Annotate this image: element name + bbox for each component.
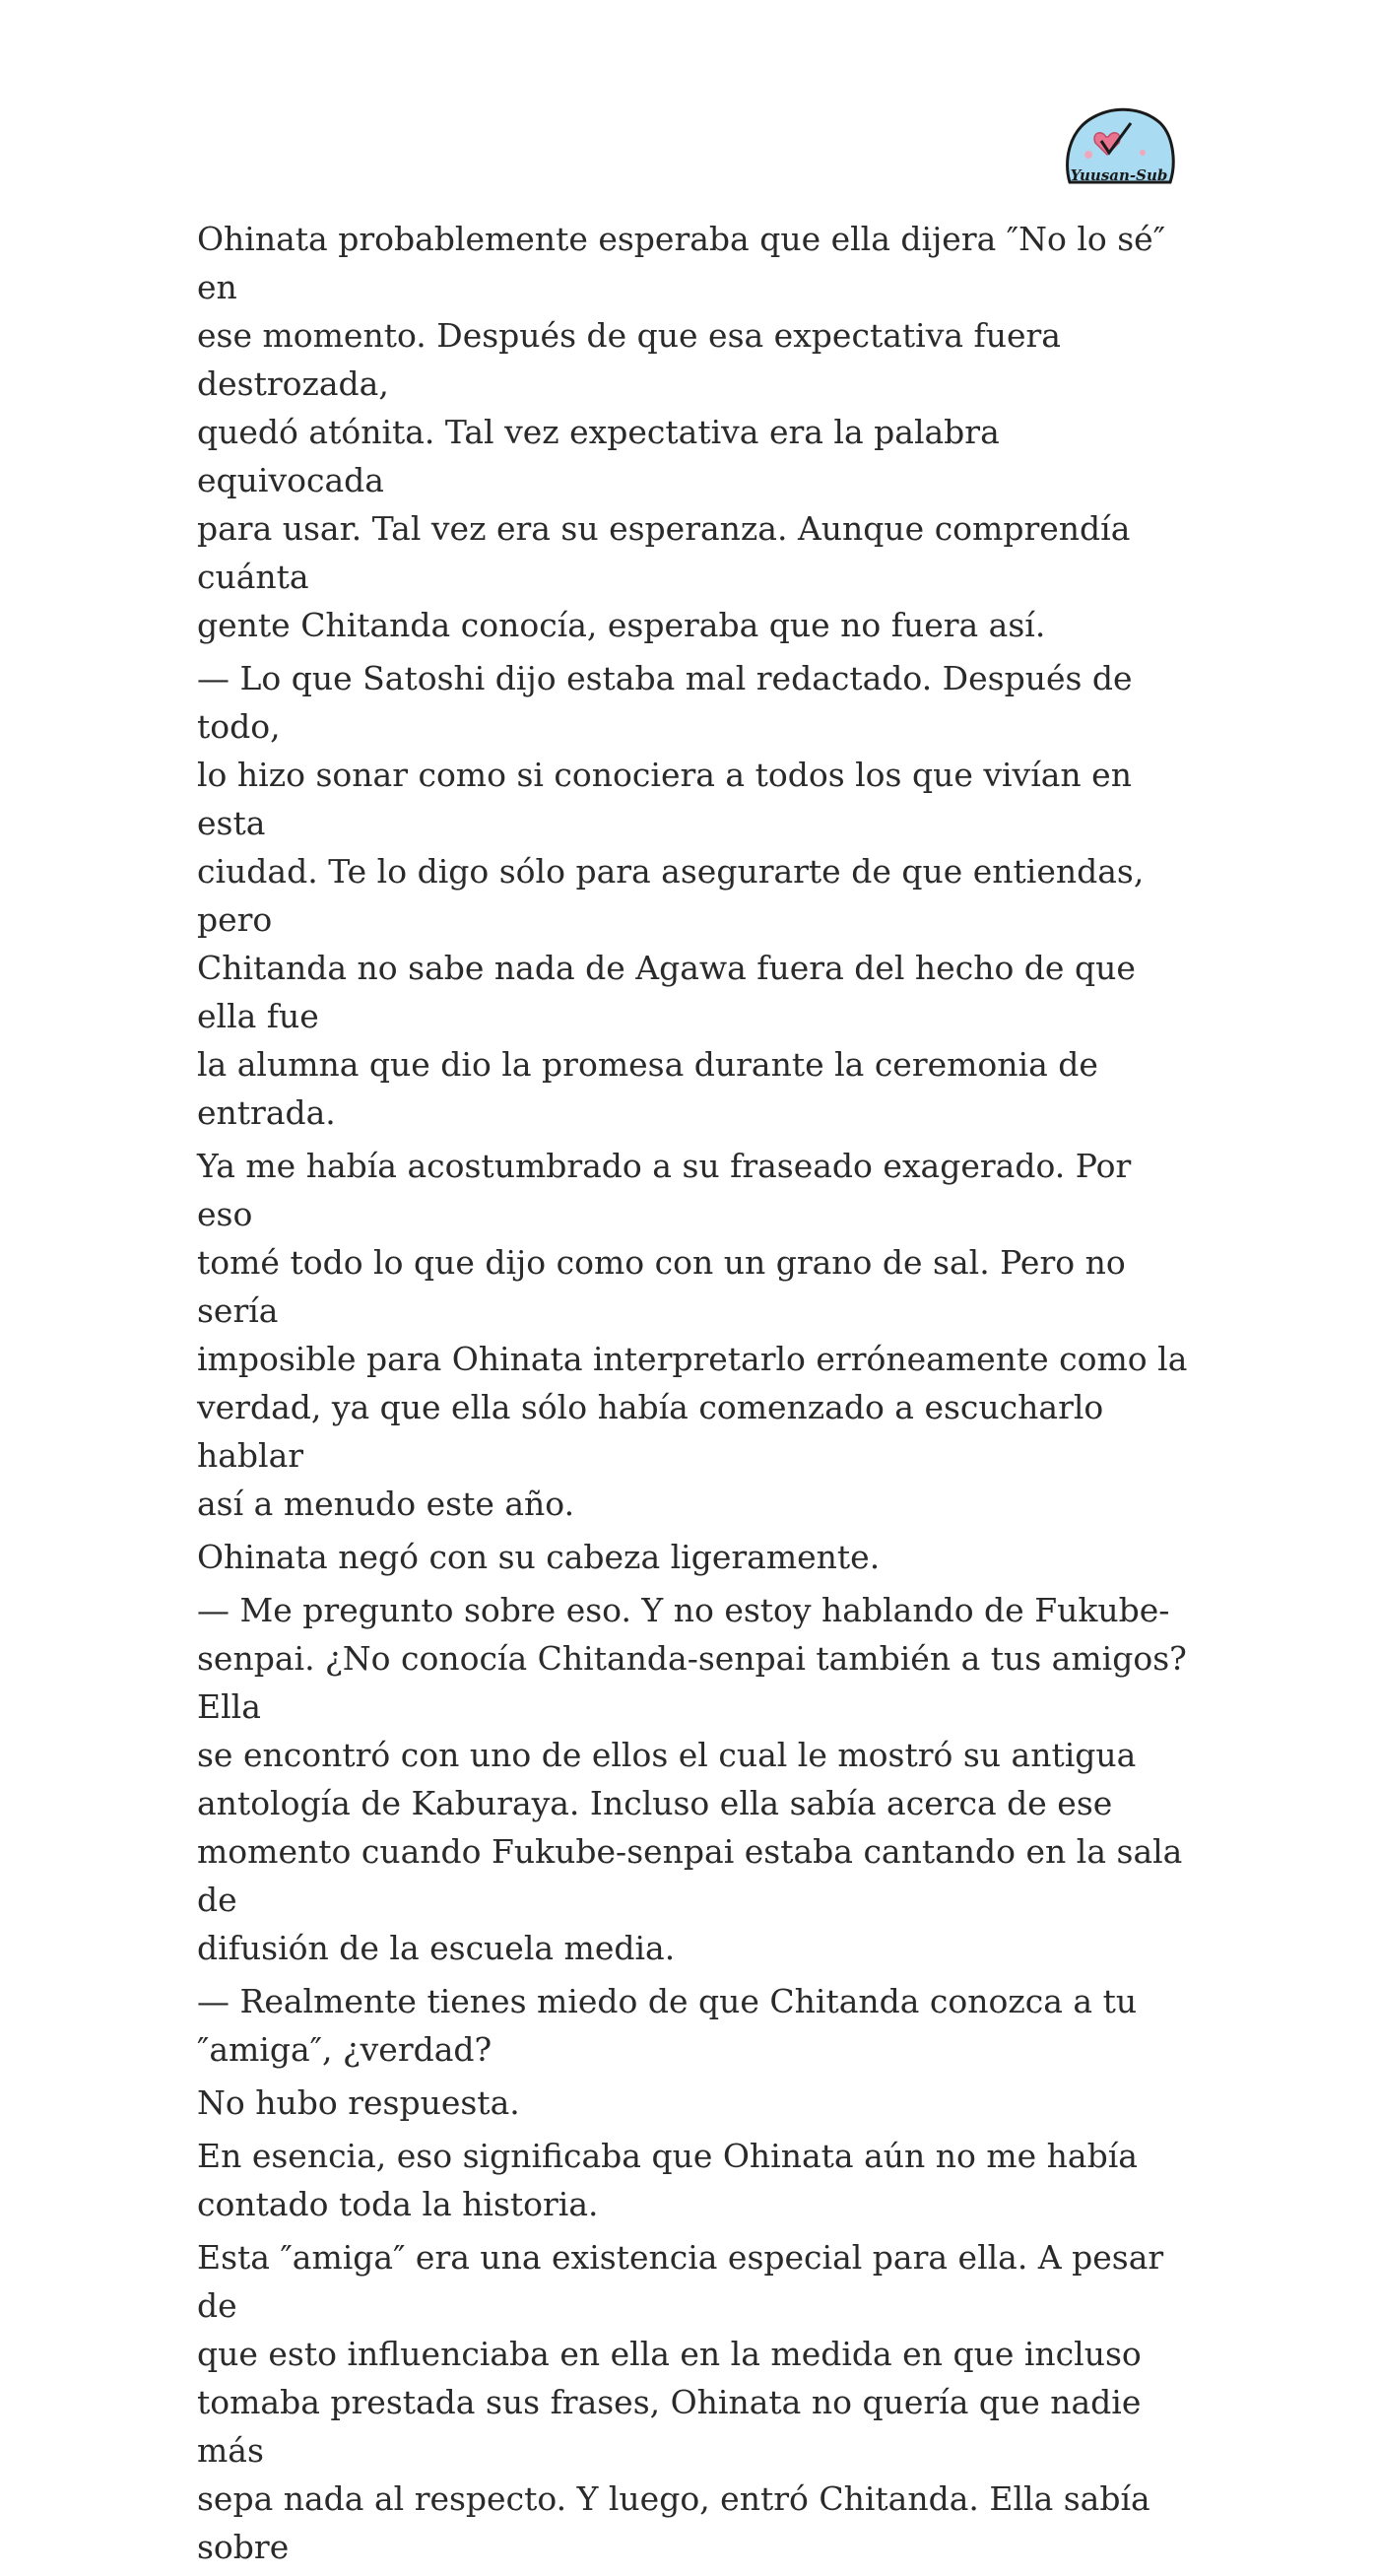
body-text xyxy=(197,215,1192,2576)
paragraph: No hubo respuesta. xyxy=(197,2083,520,2122)
logo-text: Yuusan-Sub xyxy=(1070,166,1168,184)
translator-logo xyxy=(1062,103,1178,194)
paragraph: En esencia, eso significaba que Ohinata aún no me había contado toda la historia. xyxy=(197,2137,1138,2223)
heart-check-icon xyxy=(1062,103,1178,194)
paragraph: — Lo que Satoshi dijo estaba mal redactado. Después de todo, lo hizo sonar como si conociera a todos los que vivían en esta ciudad. Te lo digo sólo para asegurarte de que entiendas, pero Chitanda no sabe nada de Agawa fuera del hecho de que ella fue la alumna que dio la promesa durante la ceremonia de entrada. xyxy=(197,659,1145,1132)
paragraph: Ohinata negó con su cabeza ligeramente. xyxy=(197,1538,881,1576)
paragraph: Ohinata probablemente esperaba que ella dijera ″No lo sé″ en ese momento. Después de que esa expectativa fuera destrozada, quedó atónita. Tal vez expectativa era la palabra equivocada para usar. Tal vez era su esperanza. Aunque comprendía cuánta gente Chitanda conocía, esperaba que no fuera así. xyxy=(197,220,1166,644)
paragraph: Esta ″amiga″ era una existencia especial para ella. A pesar de que esto influenciaba en ella en la medida en que incluso tomaba prestada sus frases, Ohinata no quería que nadie más sepa nada al respecto. Y luego, entró Chitanda. Ella sabía sobre xyxy=(197,2238,1164,2566)
paragraph: Ya me había acostumbrado a su fraseado exagerado. Por eso tomé todo lo que dijo como con un grano de sal. Pero no sería imposible para Ohinata interpretarlo erróneamente como la verdad, ya que ella sólo había comenzado a escucharlo hablar así a menudo este año. xyxy=(197,1147,1188,1523)
paragraph: — Me pregunto sobre eso. Y no estoy hablando de Fukube- senpai. ¿No conocía Chitanda-senpai también a tus amigos? Ella se encontró con uno de ellos el cual le mostró su antigua antología de Kaburaya. Incluso ella sabía acerca de ese momento cuando Fukube-senpai estaba cantando en la sala de difusión de la escuela media. xyxy=(197,1591,1187,1967)
paragraph: — Realmente tienes miedo de que Chitanda conozca a tu ″amiga″, ¿verdad? xyxy=(197,1982,1138,2069)
